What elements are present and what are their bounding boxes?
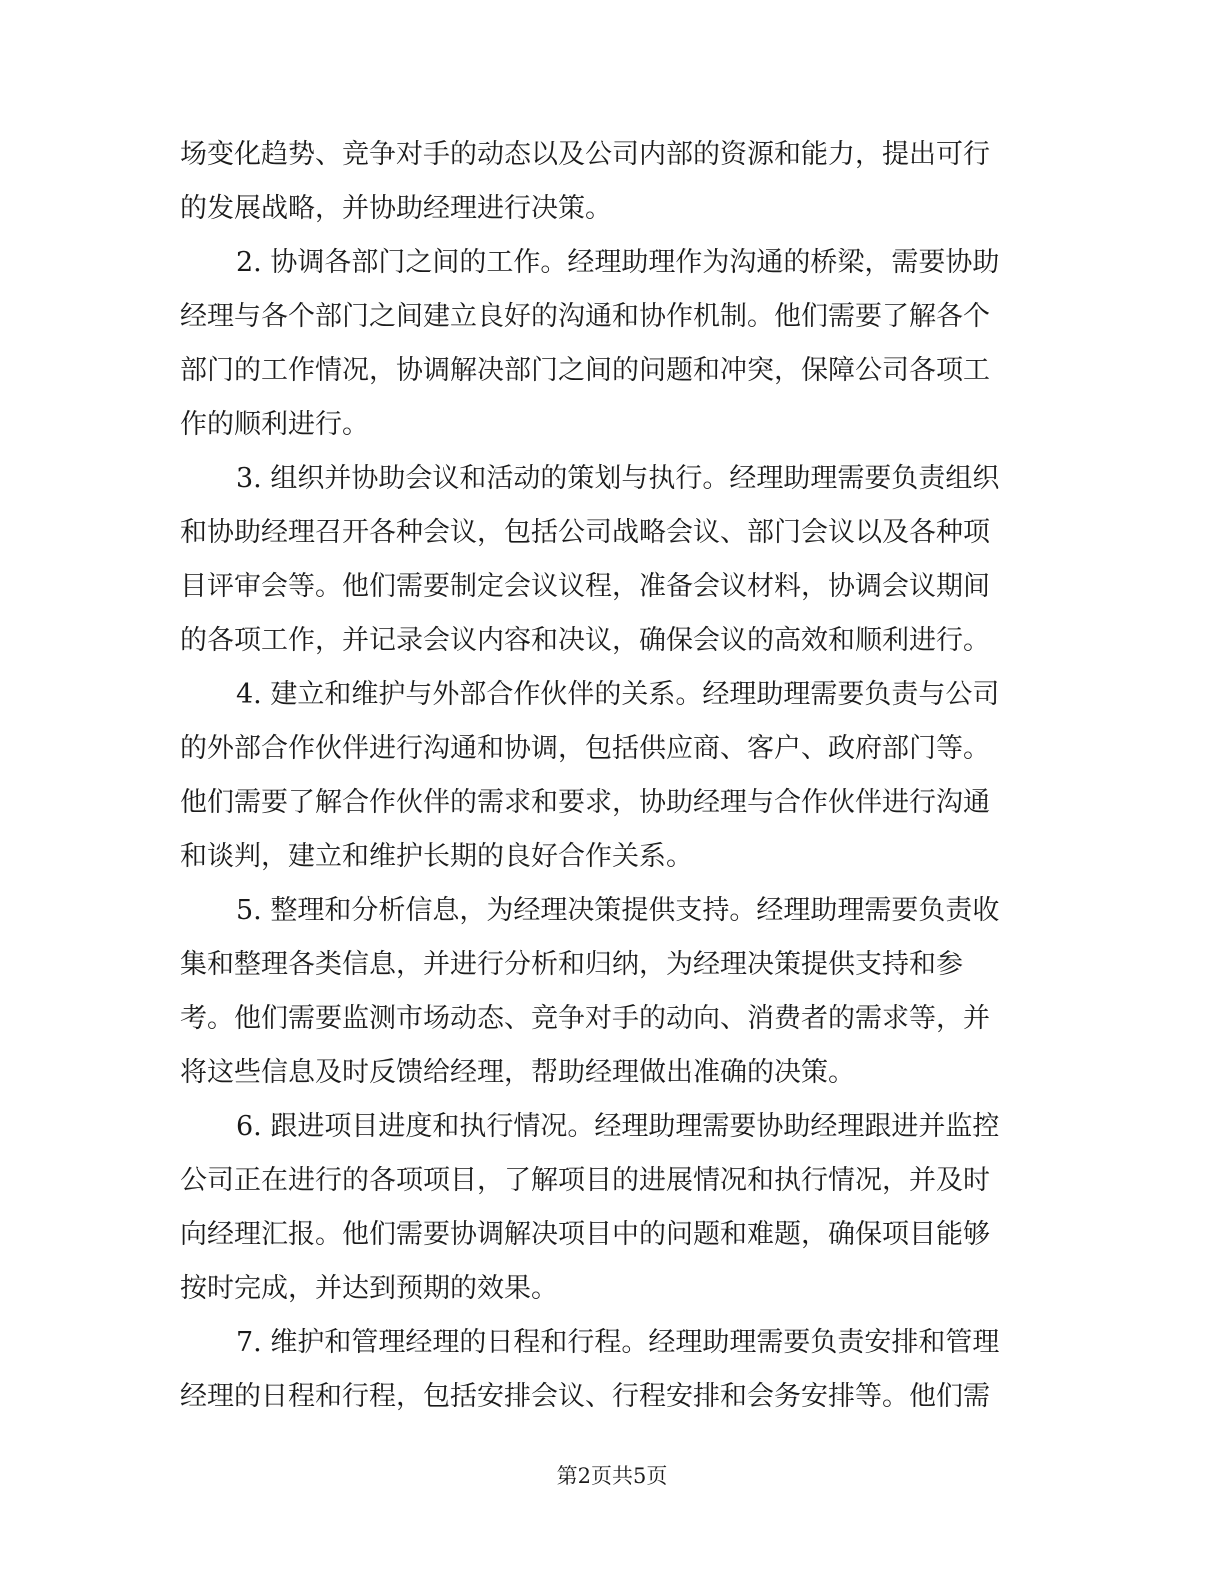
text-line: 和协助经理召开各种会议，包括公司战略会议、部门会议以及各种项 xyxy=(180,517,990,548)
paragraph-start-line: 2. 协调各部门之间的工作。经理助理作为沟通的桥梁，需要协助 xyxy=(236,247,1000,278)
text-line: 经理的日程和行程，包括安排会议、行程安排和会务安排等。他们需 xyxy=(180,1381,990,1412)
page-number-footer: 第2页共5页 xyxy=(556,1464,668,1488)
text-line: 集和整理各类信息，并进行分析和归纳，为经理决策提供支持和参 xyxy=(180,949,963,980)
paragraph-start-line: 7. 维护和管理经理的日程和行程。经理助理需要负责安排和管理 xyxy=(236,1327,1000,1358)
document-body xyxy=(180,128,1040,1424)
paragraph-start-line: 3. 组织并协助会议和活动的策划与执行。经理助理需要负责组织 xyxy=(236,463,1000,494)
paragraph-start-line: 6. 跟进项目进度和执行情况。经理助理需要协助经理跟进并监控 xyxy=(236,1111,1000,1142)
text-line: 公司正在进行的各项项目，了解项目的进展情况和执行情况，并及时 xyxy=(180,1165,990,1196)
text-line: 向经理汇报。他们需要协调解决项目中的问题和难题，确保项目能够 xyxy=(180,1219,990,1250)
text-line: 考。他们需要监测市场动态、竞争对手的动向、消费者的需求等，并 xyxy=(180,1003,990,1034)
text-line: 目评审会等。他们需要制定会议议程，准备会议材料，协调会议期间 xyxy=(180,571,990,602)
paragraph-start-line: 4. 建立和维护与外部合作伙伴的关系。经理助理需要负责与公司 xyxy=(236,679,1000,710)
text-line: 作的顺利进行。 xyxy=(180,409,369,440)
text-line: 的外部合作伙伴进行沟通和协调，包括供应商、客户、政府部门等。 xyxy=(180,733,990,764)
text-line: 场变化趋势、竞争对手的动态以及公司内部的资源和能力，提出可行 xyxy=(180,139,990,170)
text-line: 的发展战略，并协助经理进行决策。 xyxy=(180,193,612,224)
text-line: 按时完成，并达到预期的效果。 xyxy=(180,1273,558,1304)
text-line: 将这些信息及时反馈给经理，帮助经理做出准确的决策。 xyxy=(180,1057,855,1088)
text-line: 部门的工作情况，协调解决部门之间的问题和冲突，保障公司各项工 xyxy=(180,355,990,386)
text-line: 的各项工作，并记录会议内容和决议，确保会议的高效和顺利进行。 xyxy=(180,625,990,656)
text-line: 他们需要了解合作伙伴的需求和要求，协助经理与合作伙伴进行沟通 xyxy=(180,787,990,818)
paragraph-start-line: 5. 整理和分析信息，为经理决策提供支持。经理助理需要负责收 xyxy=(236,895,1000,926)
text-line: 经理与各个部门之间建立良好的沟通和协作机制。他们需要了解各个 xyxy=(180,301,990,332)
text-line: 和谈判，建立和维护长期的良好合作关系。 xyxy=(180,841,693,872)
